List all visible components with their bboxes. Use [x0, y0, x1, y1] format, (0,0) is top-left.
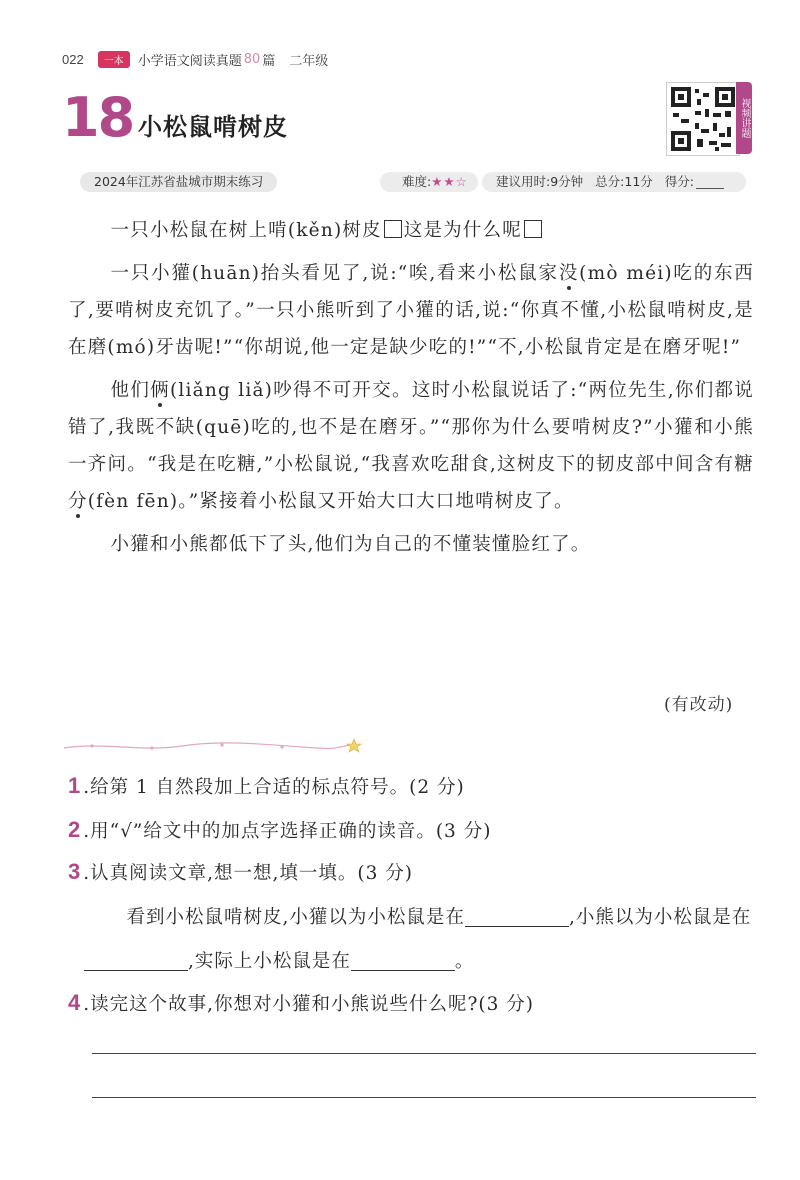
fill-text: ,小熊以为小松鼠是在 — [568, 907, 752, 928]
qr-code-icon[interactable] — [666, 82, 740, 156]
paragraph-3-text-b: (liǎng liǎ)吵得不可开交。这时小松鼠说话了:“两位先生,你们都说错了,我既不缺(quē)吃的,也不是在磨牙。”“那你为什么要啃树皮?”小獾和小熊一齐问。“我是在吃糖,”小松鼠说,“我喜欢吃甜食,这树皮下的韧皮部中间含有糖 — [68, 380, 755, 475]
dotted-char: 分 — [68, 491, 88, 512]
brand-logo: 一本 — [98, 51, 130, 68]
book-unit: 篇 — [262, 53, 276, 69]
punctuation-box[interactable] — [384, 220, 402, 238]
question-3 — [68, 859, 413, 887]
adaptation-note: (有改动) — [664, 695, 734, 715]
question-text: .读完这个故事,你想对小獾和小熊说些什么呢?(3 分) — [83, 994, 535, 1015]
paragraph-4: 小獾和小熊都低下了头,他们为自己的不懂装懂脸红了。 — [110, 534, 591, 555]
difficulty — [380, 172, 478, 192]
question-4 — [68, 990, 534, 1018]
fill-text: 。 — [454, 951, 475, 972]
answer-blank[interactable] — [465, 906, 569, 927]
paragraph-1-text-a: 一只小松鼠在树上啃(kěn)树皮 — [110, 220, 382, 241]
exam-meta — [482, 172, 746, 192]
qr-pattern — [667, 83, 739, 155]
total-score-label: 总分:11分 — [595, 174, 653, 189]
dotted-char: 没 — [558, 263, 580, 284]
answer-blank[interactable] — [84, 950, 188, 971]
dotted-char: 俩 — [150, 380, 170, 401]
paragraph-2-text-b: (mò méi)吃的东西了,要啃树皮充饥了。”一只小熊听到了小獾的话,说:“你真不懂,小松鼠啃树皮,是在磨(mó)牙齿呢!”“你胡说,他一定是缺少吃的!”“不,小松鼠肯定是在磨牙呢!” — [68, 263, 755, 358]
paragraph-2 — [68, 255, 754, 366]
reading-passage — [68, 212, 754, 563]
answer-line[interactable] — [92, 1097, 756, 1098]
paragraph-1-text-b: 这是为什么呢 — [403, 220, 522, 241]
page-header — [62, 48, 328, 70]
grade-label: 二年级 — [289, 53, 329, 69]
question-number: 3 — [68, 859, 82, 884]
answer-line[interactable] — [92, 1053, 756, 1054]
paragraph-3-text-a: 他们 — [110, 380, 151, 401]
question-3-fill — [84, 896, 756, 984]
question-number: 2 — [68, 817, 82, 842]
lesson-title: 小松鼠啃树皮 — [138, 113, 288, 141]
paragraph-1 — [68, 212, 754, 249]
fill-text: ,实际上小松鼠是在 — [188, 951, 351, 972]
answer-blank[interactable] — [351, 950, 455, 971]
book-title: 小学语文阅读真题 — [137, 53, 242, 69]
question-1 — [68, 773, 465, 801]
question-text: .认真阅读文章,想一想,填一填。(3 分) — [83, 863, 413, 884]
paragraph-3 — [68, 372, 754, 520]
difficulty-label: 难度: — [402, 174, 432, 189]
page-number: 022 — [62, 51, 84, 67]
time-label: 建议用时:9分钟 — [496, 174, 584, 189]
score-label: 得分: — [664, 174, 694, 189]
star-icon — [347, 739, 361, 752]
source-label: 2024年江苏省盐城市期末练习 — [80, 172, 277, 192]
question-number: 4 — [68, 990, 82, 1015]
paragraph-2-text-a: 一只小獾(huān)抬头看见了,说:“唉,看来小松鼠家 — [110, 263, 559, 284]
info-bar — [62, 170, 762, 194]
video-explain-tab[interactable]: 视频讲题 — [736, 82, 752, 154]
question-number: 1 — [68, 773, 82, 798]
book-count: 80 — [243, 51, 261, 67]
lesson-number: 18 — [62, 86, 134, 149]
question-text: .给第 1 自然段加上合适的标点符号。(2 分) — [83, 777, 465, 798]
punctuation-box[interactable] — [524, 220, 542, 238]
fill-text: 看到小松鼠啃树皮,小獾以为小松鼠是在 — [126, 907, 465, 928]
question-text: .用“√”给文中的加点字选择正确的读音。(3 分) — [83, 821, 492, 842]
decorative-divider — [62, 738, 362, 754]
score-blank[interactable] — [696, 176, 724, 189]
question-2 — [68, 817, 491, 845]
paragraph-3-text-c: (fèn fēn)。”紧接着小松鼠又开始大口大口地啃树皮了。 — [87, 491, 574, 512]
difficulty-stars-icon: ★★☆ — [431, 174, 468, 189]
